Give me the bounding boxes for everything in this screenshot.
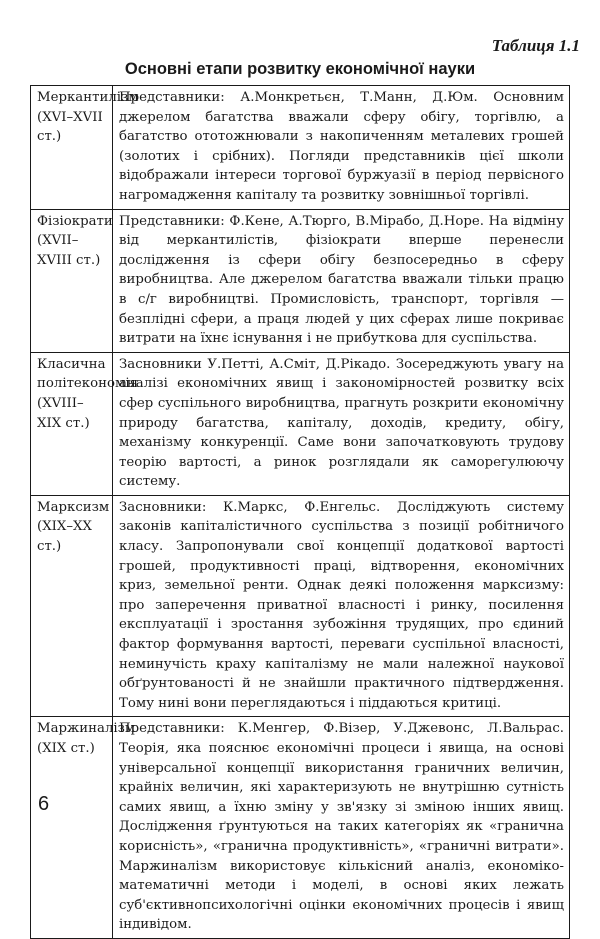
table-row: [31, 495, 570, 717]
period-cell: Марксизм (XIX–XX ст.): [31, 495, 113, 717]
table-title: Основні етапи розвитку економічної науки: [124, 60, 476, 78]
description-cell: Представники: А.Монкретьєн, Т.Манн, Д.Юм. Основним джерелом багатства вважали сферу обігу, торгівлю, а багатство ототожнювали з накопиченням металевих грошей (золотих і срібних). Погляди представників цієї школи відображали інтереси торгової буржуазії в період первісного нагромадження капіталу та розвитку зовнішньої торгівлі.: [113, 86, 570, 210]
table-number-label: Таблиця 1.1: [491, 36, 580, 55]
description-cell: Засновники У.Петті, А.Сміт, Д.Рікадо. Зосереджують увагу на аналізі економічних явищ і закономірностей розвитку всіх сфер суспільного виробництва, прагнуть розкрити економічну природу багатства, капіталу, доходів, кредиту, обігу, механізму конкуренції. Саме вони започатковують трудову теорію вартості, а ринок розглядали як саморегулюючу систему.: [113, 352, 570, 495]
period-cell: Фізіократи (XVII–XVIII ст.): [31, 209, 113, 352]
table-row: [31, 717, 570, 939]
description-cell: Засновники: К.Маркс, Ф.Енгельс. Досліджують систему законів капіталістичного суспільства з позиції робітничого класу. Запропонували свої концепції додаткової вартості грошей, продуктивності праці, відтворення, економічних криз, земельної ренти. Однак деякі положення марксизму: про заперечення приватної власності і ринку, посилення експлуатації і зростання зубожіння трудящих, про єдиний фактор формування вартості, переваги суспільної власності, неминучість краху капіталізму не мали належної наукової обґрунтованості й не знайшли практичного підтвердження. Тому нині вони переглядаються і піддаються критиці.: [113, 495, 570, 717]
page-number: 6: [38, 793, 50, 815]
period-cell: Меркантилізм (XVI–XVII ст.): [31, 86, 113, 210]
description-cell: Представники: К.Менгер, Ф.Візер, У.Джевонс, Л.Вальрас. Теорія, яка пояснює економічні процеси і явища, на основі універсальної концепції використання граничних величин, крайніх величин, які характеризують не внутрішню сутність самих явищ, а їхню зміну у зв'язку зі зміною інших явищ. Дослідження ґрунтуються на таких категоріях як «гранична корисність», «гранична продуктивність», «граничні витрати». Маржиналізм використовує кількісний аналіз, економіко-математичні методи і моделі, в основі яких лежать суб'єктивнопсихологічні оцінки економічних процесів і явищ індивідом.: [113, 717, 570, 939]
table-row: [31, 86, 570, 210]
table-row: [31, 209, 570, 352]
economic-stages-table: [30, 85, 570, 939]
period-cell: Маржиналізм (XIX ст.): [31, 717, 113, 939]
description-cell: Представники: Ф.Кене, А.Тюрго, В.Мірабо, Д.Норе. На відміну від меркантилістів, фізіократи вперше перенесли дослідження із сфери обігу безпосередньо в сферу виробництва. Але джерелом багатства вважали тільки працю в с/г виробництві. Промисловість, транспорт, торгівля — безплідні сфери, а праця людей у цих сферах лише покриває витрати на їхнє існування і не прибуткова для суспільства.: [113, 209, 570, 352]
table-row: [31, 352, 570, 495]
period-cell: Класична політекономія (XVIII–XIX ст.): [31, 352, 113, 495]
